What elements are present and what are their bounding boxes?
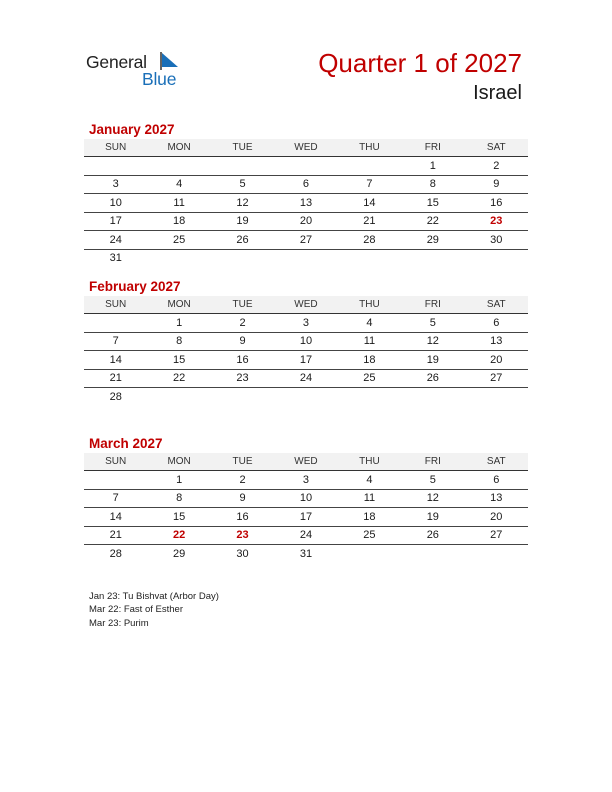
- week-row: [84, 332, 528, 351]
- day-cell: 16: [211, 351, 274, 370]
- day-cell: 2: [465, 157, 528, 176]
- week-row: [84, 249, 528, 267]
- day-cell: 21: [338, 212, 401, 231]
- empty-day-cell: [274, 388, 337, 406]
- weekday-header: FRI: [401, 453, 464, 471]
- day-cell: 5: [401, 471, 464, 490]
- day-cell: 18: [147, 212, 210, 231]
- day-cell: 25: [338, 369, 401, 388]
- day-cell: 22: [147, 526, 210, 545]
- weekday-header: SAT: [465, 453, 528, 471]
- day-cell: 16: [211, 508, 274, 527]
- weekday-header: TUE: [211, 453, 274, 471]
- day-cell: 30: [236, 547, 249, 560]
- day-cell: 28: [338, 231, 401, 250]
- day-cell: 5: [401, 314, 464, 333]
- day-cell: 8: [147, 489, 210, 508]
- empty-day-cell: [338, 388, 401, 406]
- week-row: [84, 157, 528, 176]
- month-calendar-grid: [84, 296, 528, 406]
- day-cell: 14: [338, 194, 401, 213]
- weekday-header: MON: [147, 296, 210, 314]
- week-row: [84, 194, 528, 213]
- day-cell: 21: [84, 369, 147, 388]
- empty-day-cell: [401, 249, 464, 267]
- week-row: [84, 369, 528, 388]
- day-cell: 3: [274, 314, 337, 333]
- day-cell: 10: [274, 332, 337, 351]
- day-cell: 27: [465, 526, 528, 545]
- day-cell: 12: [211, 194, 274, 213]
- day-cell: 29: [401, 231, 464, 250]
- day-cell: 24: [84, 231, 147, 250]
- day-cell: 25: [338, 526, 401, 545]
- day-cell: 3: [84, 175, 147, 194]
- day-cell: 20: [465, 508, 528, 527]
- weekday-header: FRI: [401, 296, 464, 314]
- day-cell: 1: [401, 157, 464, 176]
- day-cell: 17: [274, 508, 337, 527]
- weekday-header-row: [84, 139, 528, 157]
- empty-day-cell: [147, 157, 210, 176]
- day-cell: 27: [465, 369, 528, 388]
- week-row: [84, 489, 528, 508]
- day-cell: 15: [147, 508, 210, 527]
- weekday-header: SAT: [465, 139, 528, 157]
- empty-day-cell: [465, 249, 528, 267]
- day-cell: 6: [465, 314, 528, 333]
- weekday-header: THU: [338, 296, 401, 314]
- day-cell: 5: [211, 175, 274, 194]
- day-cell: 21: [84, 526, 147, 545]
- day-cell: 27: [274, 231, 337, 250]
- month-title: March 2027: [89, 436, 163, 451]
- week-row: [84, 508, 528, 527]
- day-cell: 13: [274, 194, 337, 213]
- day-cell: 14: [84, 508, 147, 527]
- empty-day-cell: [401, 545, 464, 563]
- weekday-header-row: [84, 296, 528, 314]
- day-cell: 22: [401, 212, 464, 231]
- day-cell: 15: [147, 351, 210, 370]
- day-cell: 31: [299, 547, 313, 560]
- day-cell: 9: [211, 332, 274, 351]
- day-cell: 20: [465, 351, 528, 370]
- empty-day-cell: [147, 388, 210, 406]
- weekday-header: SUN: [84, 139, 147, 157]
- empty-day-cell: [274, 157, 337, 176]
- day-cell: 10: [84, 194, 147, 213]
- day-cell: 18: [338, 351, 401, 370]
- holiday-note: Jan 23: Tu Bishvat (Arbor Day): [89, 591, 219, 602]
- week-row: [84, 314, 528, 333]
- day-cell: 8: [401, 175, 464, 194]
- day-cell: 17: [274, 351, 337, 370]
- weekday-header: MON: [147, 139, 210, 157]
- day-cell: 4: [338, 314, 401, 333]
- day-cell: 9: [465, 175, 528, 194]
- day-cell: 11: [338, 489, 401, 508]
- general-blue-logo: [86, 50, 196, 90]
- day-cell: 20: [274, 212, 337, 231]
- weekday-header: WED: [274, 139, 337, 157]
- day-cell: 24: [274, 369, 337, 388]
- day-cell: 17: [84, 212, 147, 231]
- day-cell: 9: [211, 489, 274, 508]
- week-row: [84, 388, 528, 406]
- day-cell: 1: [147, 314, 210, 333]
- weekday-header-row: [84, 453, 528, 471]
- empty-day-cell: [211, 249, 274, 267]
- weekday-header: FRI: [401, 139, 464, 157]
- day-cell: 13: [465, 489, 528, 508]
- day-cell: 8: [147, 332, 210, 351]
- month-january: [84, 121, 528, 267]
- day-cell: 3: [274, 471, 337, 490]
- weekday-header: WED: [274, 296, 337, 314]
- week-row: [84, 471, 528, 490]
- month-title: January 2027: [89, 122, 175, 137]
- weekday-header: TUE: [211, 139, 274, 157]
- logo-word-general: General: [86, 52, 147, 72]
- day-cell: 26: [211, 231, 274, 250]
- day-cell: 19: [401, 351, 464, 370]
- day-cell: 16: [465, 194, 528, 213]
- week-row: [84, 526, 528, 545]
- day-cell: 4: [338, 471, 401, 490]
- quarter-title: Quarter 1 of 2027: [318, 48, 522, 78]
- day-cell: 23: [211, 369, 274, 388]
- day-cell: 14: [84, 351, 147, 370]
- week-row: [84, 212, 528, 231]
- weekday-header: WED: [274, 453, 337, 471]
- day-cell: 11: [147, 194, 210, 213]
- day-cell: 18: [338, 508, 401, 527]
- empty-day-cell: [401, 388, 464, 406]
- month-calendar-grid: [84, 453, 528, 563]
- day-cell: 19: [211, 212, 274, 231]
- empty-day-cell: [338, 157, 401, 176]
- weekday-header: SUN: [84, 453, 147, 471]
- logo-word-blue: Blue: [142, 69, 177, 89]
- day-cell: 31: [109, 252, 122, 265]
- day-cell: 15: [401, 194, 464, 213]
- empty-day-cell: [465, 545, 528, 563]
- day-cell: 19: [401, 508, 464, 527]
- empty-day-cell: [274, 249, 337, 267]
- day-cell: 23: [211, 526, 274, 545]
- day-cell: 7: [84, 489, 147, 508]
- day-cell: 12: [401, 489, 464, 508]
- day-cell: 2: [211, 471, 274, 490]
- day-cell: 12: [401, 332, 464, 351]
- month-title: February 2027: [89, 279, 181, 294]
- empty-day-cell: [84, 471, 147, 490]
- day-cell: 6: [465, 471, 528, 490]
- empty-day-cell: [147, 249, 210, 267]
- day-cell: 11: [338, 332, 401, 351]
- day-cell: 4: [147, 175, 210, 194]
- empty-day-cell: [338, 545, 401, 563]
- weekday-header: MON: [147, 453, 210, 471]
- month-march: [84, 435, 528, 563]
- holiday-notes: [89, 590, 219, 630]
- day-cell: 24: [274, 526, 337, 545]
- week-row: [84, 351, 528, 370]
- empty-day-cell: [465, 388, 528, 406]
- day-cell: 7: [84, 332, 147, 351]
- holiday-note: Mar 23: Purim: [89, 617, 149, 629]
- day-cell: 6: [274, 175, 337, 194]
- day-cell: 7: [338, 175, 401, 194]
- day-cell: 2: [211, 314, 274, 333]
- day-cell: 1: [147, 471, 210, 490]
- weekday-header: THU: [338, 139, 401, 157]
- day-cell: 26: [401, 526, 464, 545]
- empty-day-cell: [84, 157, 147, 176]
- empty-day-cell: [84, 314, 147, 333]
- day-cell: 10: [274, 489, 337, 508]
- empty-day-cell: [338, 249, 401, 267]
- weekday-header: SAT: [465, 296, 528, 314]
- weekday-header: SUN: [84, 296, 147, 314]
- day-cell: 23: [465, 212, 528, 231]
- day-cell: 22: [147, 369, 210, 388]
- month-calendar-grid: [84, 139, 528, 267]
- holiday-note: Mar 22: Fast of Esther: [89, 604, 183, 616]
- empty-day-cell: [211, 157, 274, 176]
- day-cell: 29: [173, 547, 186, 560]
- day-cell: 28: [109, 547, 122, 560]
- day-cell: 28: [109, 390, 122, 403]
- week-row: [84, 175, 528, 194]
- week-row: [84, 545, 528, 563]
- day-cell: 13: [465, 332, 528, 351]
- logo-flag-icon: [160, 52, 180, 70]
- day-cell: 26: [401, 369, 464, 388]
- day-cell: 30: [465, 231, 528, 250]
- day-cell: 25: [147, 231, 210, 250]
- weekday-header: TUE: [211, 296, 274, 314]
- country-name: Israel: [473, 82, 522, 104]
- weekday-header: THU: [338, 453, 401, 471]
- empty-day-cell: [211, 388, 274, 406]
- month-february: [84, 278, 528, 406]
- week-row: [84, 231, 528, 250]
